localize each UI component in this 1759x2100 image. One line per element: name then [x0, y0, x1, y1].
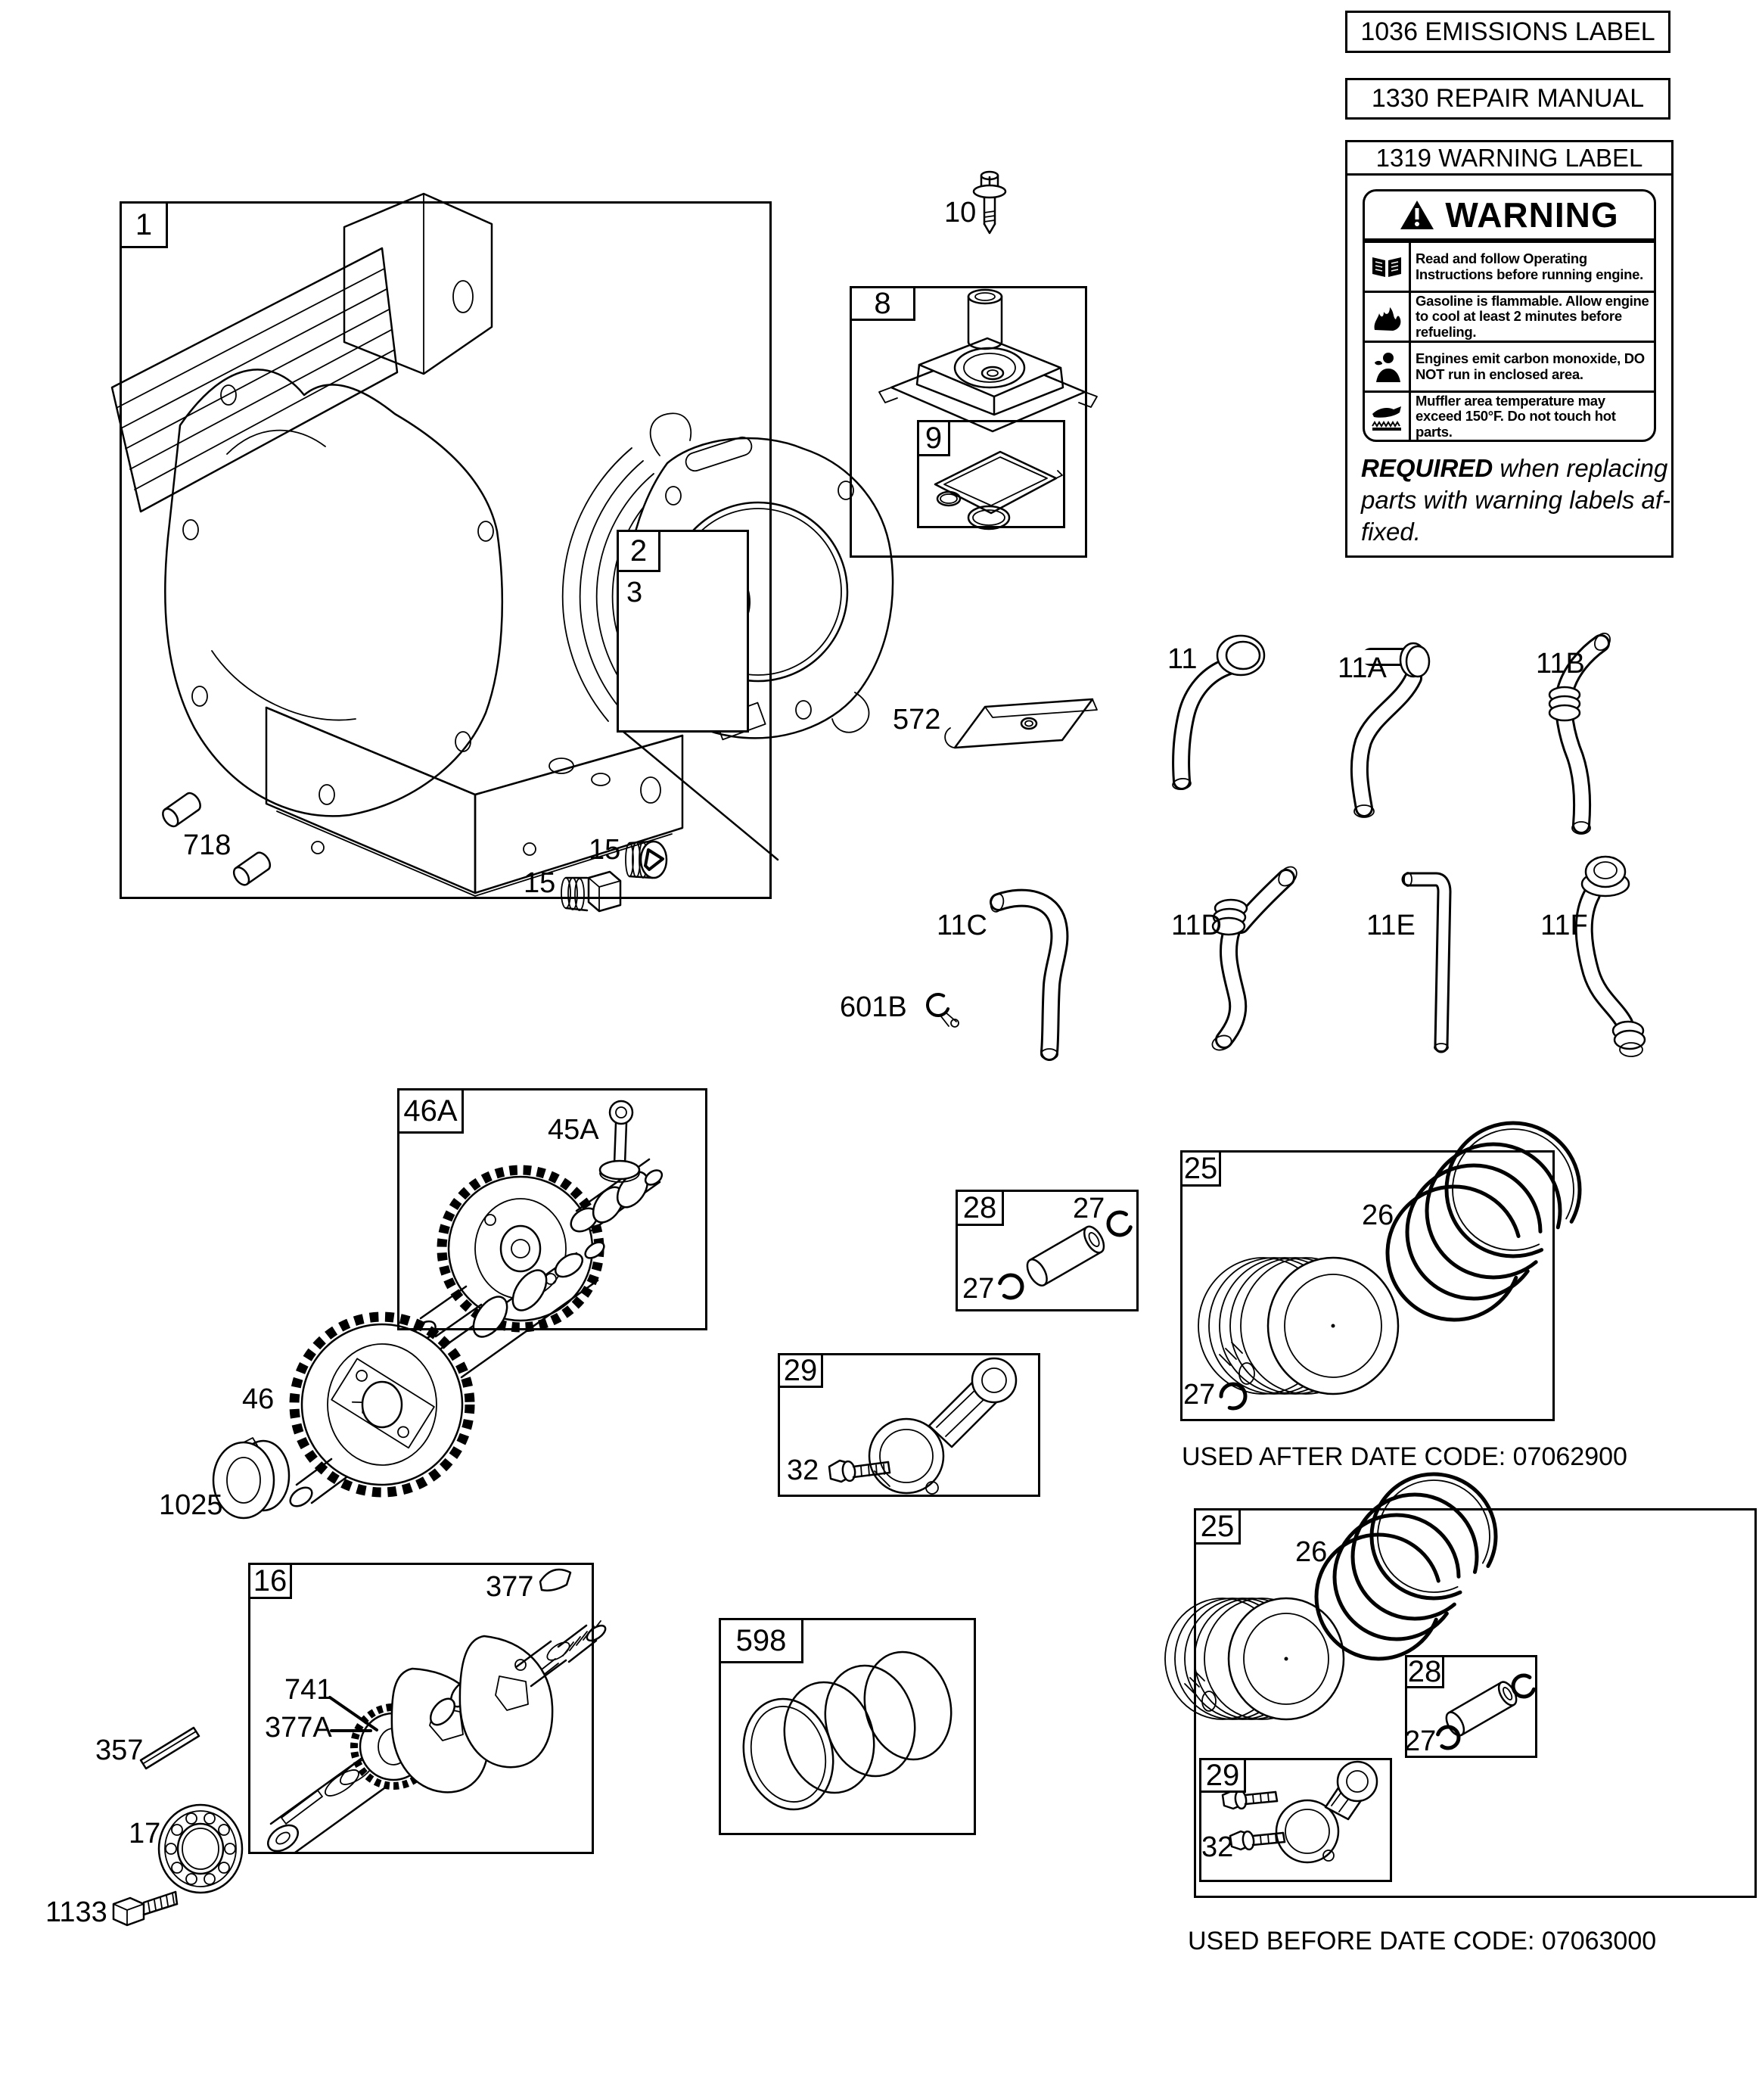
repair-manual-box	[1345, 78, 1670, 120]
callout-29-bottom: 29	[1199, 1758, 1246, 1793]
hose-11D-drawing	[1210, 863, 1301, 1053]
shaft-key-drawing	[141, 1728, 199, 1769]
group-box-piston-top	[1180, 1150, 1555, 1421]
callout-1133: 1133	[45, 1896, 107, 1928]
callout-377A: 377A	[265, 1712, 332, 1744]
callout-718: 718	[183, 829, 232, 861]
callout-1025: 1025	[159, 1489, 223, 1521]
callout-11: 11	[1167, 643, 1198, 675]
callout-357: 357	[95, 1734, 144, 1766]
callout-17: 17	[129, 1818, 161, 1850]
repair-manual-text: 1330 REPAIR MANUAL	[1371, 84, 1645, 113]
warning-row-4	[1365, 390, 1654, 440]
callout-27-d: 27	[1404, 1725, 1437, 1757]
callout-11F: 11F	[1540, 910, 1588, 941]
callout-572: 572	[893, 704, 941, 736]
callout-598: 598	[719, 1618, 803, 1663]
callout-601B: 601B	[840, 991, 907, 1023]
group-box-breather-gasket	[917, 420, 1065, 528]
callout-46: 46	[242, 1383, 275, 1415]
breather-bolt-drawing	[974, 172, 1005, 233]
callout-45A: 45A	[548, 1114, 599, 1146]
flame-icon	[1365, 293, 1411, 341]
used-before-date-code-note: USED BEFORE DATE CODE: 07063000	[1188, 1927, 1657, 1955]
warning-label-title: 1319 WARNING LABEL	[1347, 142, 1671, 176]
callout-32-top: 32	[787, 1454, 819, 1486]
emissions-label-text: 1036 EMISSIONS LABEL	[1360, 17, 1655, 46]
warning-row-1	[1365, 241, 1654, 291]
callout-9: 9	[917, 420, 950, 456]
hot-surface-hand-icon	[1365, 393, 1411, 440]
callout-11A: 11A	[1338, 652, 1387, 684]
hose-clamp-drawing	[928, 994, 959, 1027]
callout-741: 741	[284, 1674, 333, 1706]
open-book-icon	[1365, 243, 1411, 291]
required-note-bold: REQUIRED	[1361, 454, 1493, 482]
callout-1: 1	[120, 201, 168, 248]
warning-row-1-text: Read and follow Operating Instructions before running engine.	[1416, 250, 1643, 282]
ball-bearing-drawing	[159, 1805, 242, 1893]
hose-11E-drawing	[1404, 873, 1448, 1051]
hose-11C-drawing	[989, 892, 1059, 1059]
callout-27-a: 27	[1073, 1193, 1105, 1224]
warning-row-2	[1365, 291, 1654, 341]
callout-2: 2	[617, 530, 660, 572]
callout-377: 377	[486, 1571, 534, 1603]
callout-10: 10	[944, 197, 977, 229]
cam-bushing-drawing	[213, 1438, 289, 1518]
group-box-crankshaft	[248, 1563, 594, 1854]
dipstick-clip-drawing	[945, 699, 1097, 748]
warning-row-3-text: Engines emit carbon monoxide, DO NOT run in enclosed area.	[1416, 350, 1645, 382]
callout-27-c: 27	[1183, 1379, 1216, 1411]
callout-26-bottom: 26	[1295, 1536, 1328, 1568]
warning-header	[1365, 191, 1654, 241]
required-note-rest: when replacing parts with warning labels af-fixed.	[1361, 454, 1671, 546]
callout-29-top: 29	[778, 1353, 823, 1388]
callout-15-a: 15	[589, 834, 621, 866]
callout-11B: 11B	[1536, 648, 1585, 680]
used-after-date-code-note: USED AFTER DATE CODE: 07062900	[1182, 1442, 1627, 1471]
carbon-monoxide-person-icon	[1365, 343, 1411, 390]
callout-32-bottom: 32	[1201, 1831, 1234, 1863]
emissions-label-box	[1345, 11, 1670, 53]
callout-26-top: 26	[1362, 1199, 1394, 1231]
callout-15-b: 15	[524, 867, 556, 899]
warning-row-4-text: Muffler area temperature may exceed 150°F. Do not touch hot parts.	[1416, 392, 1616, 440]
callout-28-top: 28	[956, 1190, 1004, 1226]
callout-25-top: 25	[1180, 1150, 1221, 1187]
warning-title: WARNING	[1445, 195, 1619, 235]
warning-label	[1363, 189, 1656, 442]
callout-3: 3	[626, 577, 643, 608]
callout-46A: 46A	[397, 1088, 464, 1134]
callout-28-bottom: 28	[1405, 1655, 1444, 1688]
warning-label-box	[1345, 140, 1674, 558]
crankshaft-bolt-drawing	[113, 1892, 177, 1925]
group-box-oil-seals	[617, 530, 749, 733]
warning-triangle-icon	[1400, 199, 1434, 231]
callout-25-bottom: 25	[1194, 1508, 1241, 1545]
callout-8: 8	[850, 286, 915, 321]
callout-11D: 11D	[1171, 910, 1222, 941]
required-note	[1361, 453, 1671, 549]
warning-row-3	[1365, 341, 1654, 390]
callout-11C: 11C	[937, 910, 987, 941]
hose-11F-drawing	[1582, 857, 1645, 1056]
group-box-spring	[719, 1618, 976, 1835]
callout-16: 16	[248, 1563, 292, 1599]
warning-row-2-text: Gasoline is flammable. Allow engine to cool at least 2 minutes before refueling.	[1416, 292, 1649, 340]
callout-11E: 11E	[1366, 910, 1416, 941]
callout-27-b: 27	[962, 1273, 995, 1305]
